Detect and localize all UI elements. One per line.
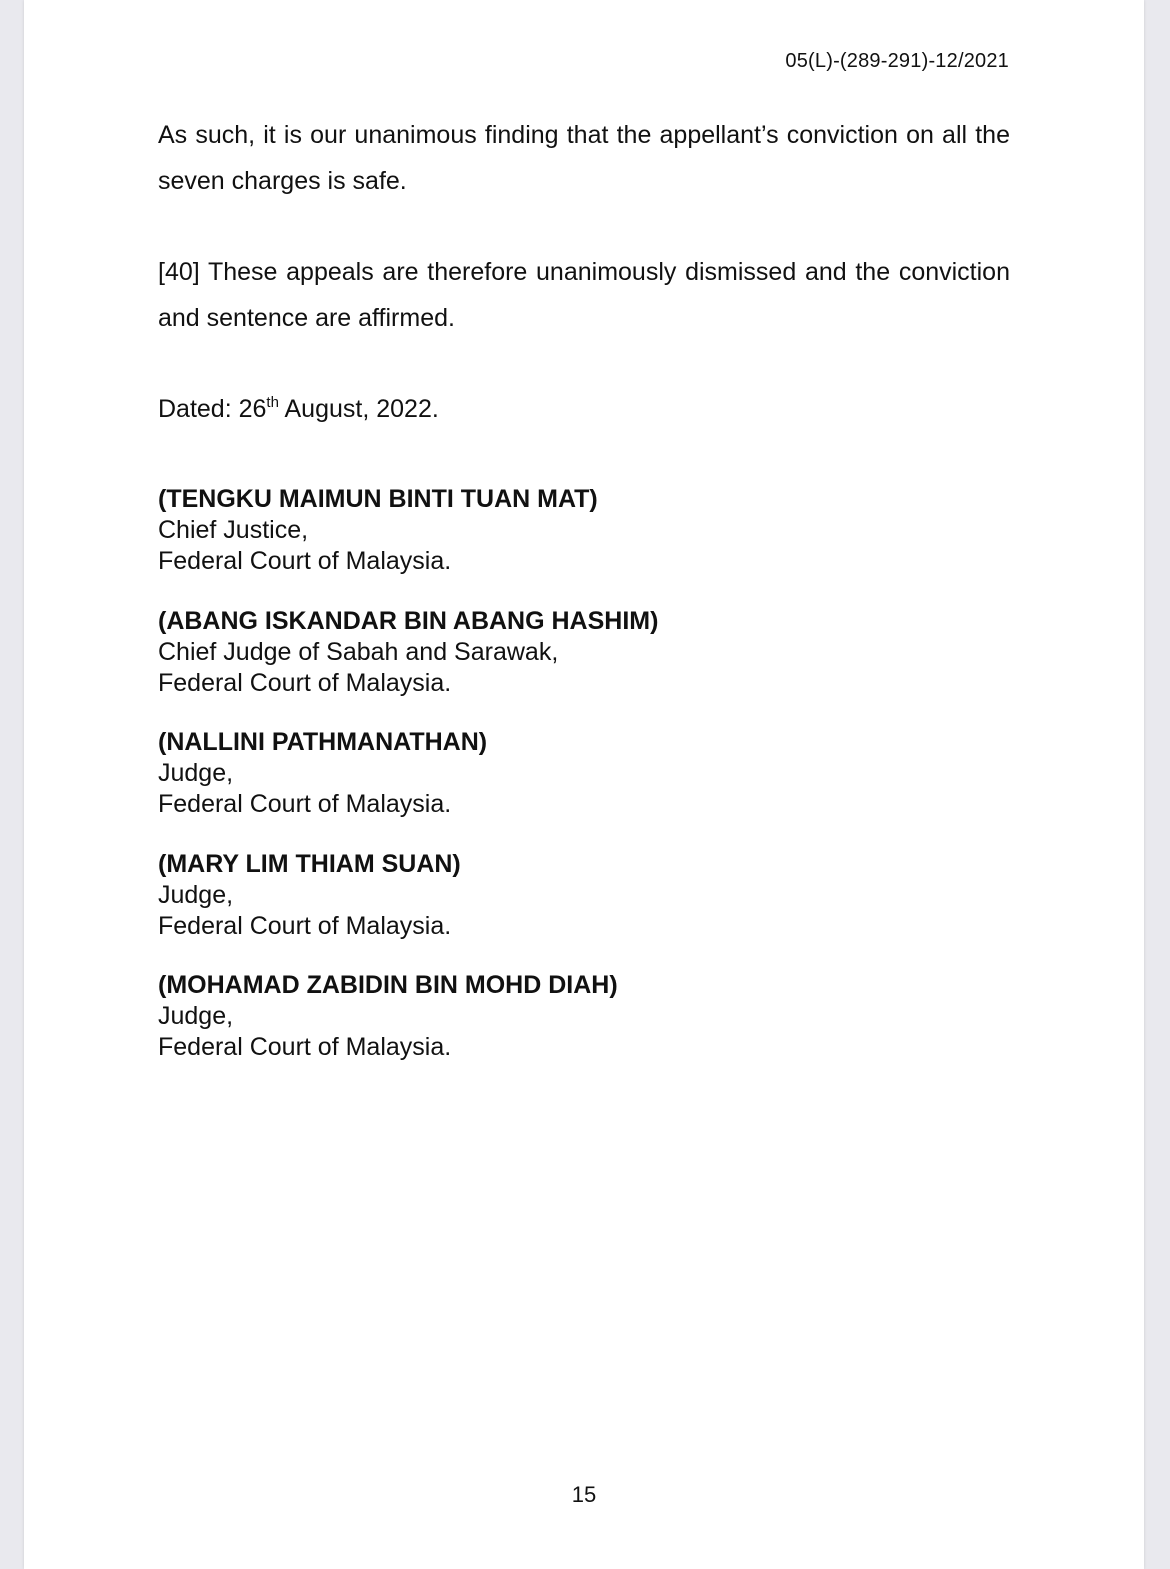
signatory-court: Federal Court of Malaysia. [158, 790, 452, 818]
signatory-court: Federal Court of Malaysia. [158, 547, 452, 575]
signatory-title: Chief Judge of Sabah and Sarawak, [158, 637, 559, 666]
signatory-block [158, 849, 1058, 971]
date-prefix: Dated: 26 [158, 395, 267, 423]
paragraph-finding: As such, it is our unanimous finding that the appellant’s conviction on all the seven charges is safe. [158, 121, 1010, 195]
signatory-name: (MARY LIM THIAM SUAN) [158, 849, 461, 878]
document-page [24, 0, 1144, 1569]
signatory-block [158, 970, 1058, 1092]
signatory-title: Judge, [158, 1002, 234, 1030]
signatory-court: Federal Court of Malaysia. [158, 911, 452, 940]
date-line [158, 386, 439, 432]
signatory-block [158, 727, 1058, 849]
signatory-block [158, 484, 1058, 606]
date-suffix: August, 2022. [278, 395, 439, 423]
paragraph-40: [40] These appeals are therefore unanimously dismissed and the conviction and sentence are affirmed. [158, 258, 1010, 332]
signatory-court: Federal Court of Malaysia. [158, 1033, 452, 1061]
page-number: 15 [571, 1482, 597, 1507]
signatory-title: Judge, [158, 759, 234, 787]
date-ordinal-suffix: th [266, 394, 279, 411]
signatories-list [158, 484, 1058, 1092]
case-number: 05(L)-(289-291)-12/2021 [785, 50, 1009, 72]
signatory-court: Federal Court of Malaysia. [158, 668, 452, 697]
signatory-title: Judge, [158, 880, 234, 909]
signatory-name: (ABANG ISKANDAR BIN ABANG HASHIM) [158, 606, 659, 635]
signatory-title: Chief Justice, [158, 516, 309, 544]
signatory-block [158, 606, 1058, 728]
signatory-name: (NALLINI PATHMANATHAN) [158, 728, 488, 756]
signatory-name: (TENGKU MAIMUN BINTI TUAN MAT) [158, 485, 598, 513]
signatory-name: (MOHAMAD ZABIDIN BIN MOHD DIAH) [158, 971, 618, 999]
